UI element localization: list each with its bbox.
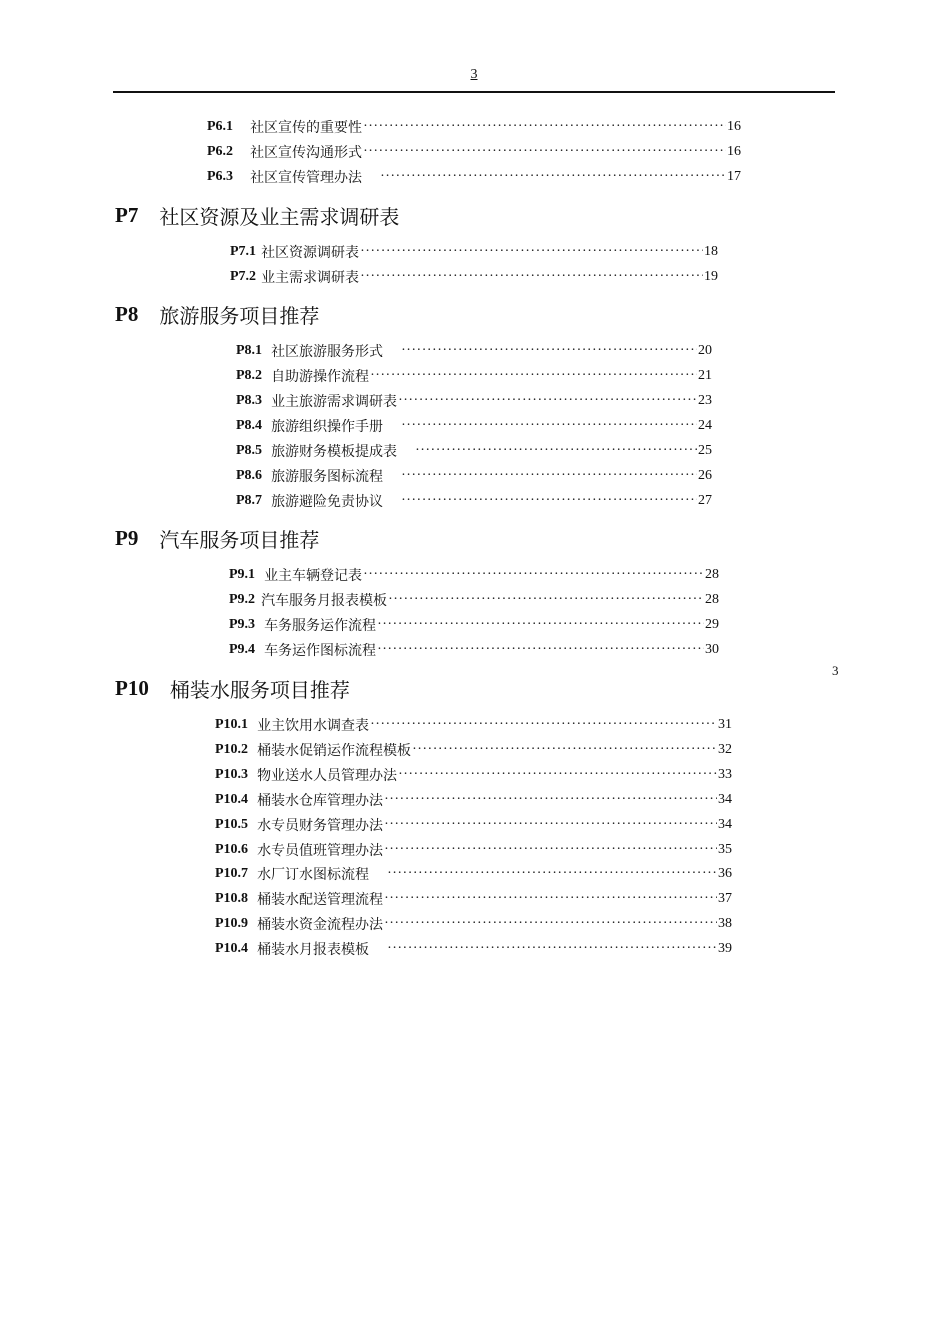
- toc-entry[interactable]: [236, 490, 712, 512]
- entry-code: P9.2: [229, 592, 256, 607]
- entry-title: 桶装水资金流程办法: [257, 917, 384, 933]
- entry-page: 30: [705, 642, 719, 657]
- entry-code: P8.4: [236, 418, 263, 433]
- dot-leader: [384, 888, 717, 910]
- entry-page: 28: [705, 567, 719, 582]
- dot-leader: [387, 938, 717, 960]
- entry-code: P8.5: [236, 443, 263, 458]
- entry-page: 20: [698, 343, 712, 358]
- entry-code: P10.7: [215, 866, 249, 881]
- dot-leader: [377, 639, 704, 661]
- dot-leader: [387, 863, 717, 885]
- toc-entry[interactable]: [215, 913, 732, 935]
- side-page-number: 3: [832, 663, 839, 678]
- entry-code: P10.9: [215, 916, 249, 931]
- section-heading-p7[interactable]: [115, 200, 399, 230]
- section-heading-p8[interactable]: [115, 299, 319, 329]
- entry-page: 27: [698, 493, 712, 508]
- entry-code: P7.1: [230, 244, 257, 259]
- entry-page: 37: [718, 891, 732, 906]
- entry-title: 水专员值班管理办法: [257, 843, 384, 859]
- toc-entry[interactable]: [215, 789, 732, 811]
- entry-page: 16: [727, 144, 741, 159]
- toc-entry[interactable]: [229, 589, 719, 611]
- entry-page: 25: [698, 443, 712, 458]
- toc-entry[interactable]: [215, 714, 732, 736]
- section-title: 桶装水服务项目推荐: [169, 677, 350, 702]
- toc-entry[interactable]: [230, 241, 718, 263]
- entry-page: 38: [718, 916, 732, 931]
- entry-page: 23: [698, 393, 712, 408]
- toc-entry[interactable]: [215, 938, 732, 960]
- toc-entry[interactable]: [236, 415, 712, 437]
- entry-page: 16: [727, 119, 741, 134]
- dot-leader: [384, 789, 717, 811]
- entry-page: 18: [704, 244, 718, 259]
- dot-leader: [363, 116, 726, 138]
- dot-leader: [398, 764, 717, 786]
- entry-title: 社区宣传沟通形式: [250, 145, 363, 161]
- entry-title: 社区资源调研表: [261, 245, 360, 261]
- entry-title: 业主车辆登记表: [264, 568, 363, 584]
- toc-entry[interactable]: [236, 365, 712, 387]
- section-heading-p10[interactable]: [115, 673, 350, 703]
- entry-code: P10.4: [215, 792, 249, 807]
- dot-leader: [415, 440, 697, 462]
- entry-code: P10.4: [215, 941, 249, 956]
- toc-entry[interactable]: [207, 166, 741, 188]
- section-code: P7: [115, 202, 139, 227]
- entry-code: P6.1: [207, 119, 234, 134]
- entry-code: P9.1: [229, 567, 256, 582]
- entry-code: P8.2: [236, 368, 263, 383]
- dot-leader: [401, 340, 697, 362]
- entry-page: 31: [718, 717, 732, 732]
- dot-leader: [384, 839, 717, 861]
- entry-title: 社区宣传管理办法: [250, 170, 363, 186]
- toc-entry[interactable]: [207, 116, 741, 138]
- entry-page: 29: [705, 617, 719, 632]
- entry-page: 34: [718, 792, 732, 807]
- entry-title: 业主需求调研表: [261, 270, 360, 286]
- entry-code: P10.2: [215, 742, 249, 757]
- dot-leader: [377, 614, 704, 636]
- entry-code: P9.3: [229, 617, 256, 632]
- section-heading-p9[interactable]: [115, 523, 319, 553]
- section-code: P10: [115, 675, 149, 700]
- dot-leader: [401, 490, 697, 512]
- header-rule: [113, 91, 835, 93]
- toc-entry[interactable]: [229, 639, 719, 661]
- entry-title: 旅游财务模板提成表: [271, 444, 398, 460]
- toc-entry[interactable]: [215, 839, 732, 861]
- toc-entry[interactable]: [207, 141, 741, 163]
- entry-title: 水厂订水图标流程: [257, 867, 370, 883]
- entry-code: P6.2: [207, 144, 234, 159]
- toc-entry[interactable]: [215, 814, 732, 836]
- entry-page: 32: [718, 742, 732, 757]
- entry-code: P8.6: [236, 468, 263, 483]
- entry-page: 26: [698, 468, 712, 483]
- toc-entry[interactable]: [236, 340, 712, 362]
- entry-code: P6.3: [207, 169, 234, 184]
- entry-title: 车务服务运作流程: [264, 618, 377, 634]
- dot-leader: [401, 465, 697, 487]
- toc-entry[interactable]: [229, 614, 719, 636]
- entry-title: 车务运作图标流程: [264, 643, 377, 659]
- entry-code: P10.5: [215, 817, 249, 832]
- section-title: 社区资源及业主需求调研表: [159, 204, 400, 229]
- toc-entry[interactable]: [230, 266, 718, 288]
- entry-code: P10.3: [215, 767, 249, 782]
- toc-entry[interactable]: [236, 390, 712, 412]
- dot-leader: [384, 913, 717, 935]
- entry-code: P9.4: [229, 642, 256, 657]
- header-page-number: 3: [470, 67, 478, 82]
- entry-title: 自助游操作流程: [271, 369, 370, 385]
- toc-entry[interactable]: [215, 764, 732, 786]
- toc-entry[interactable]: [236, 465, 712, 487]
- dot-leader: [401, 415, 697, 437]
- section-code: P8: [115, 301, 139, 326]
- entry-title: 社区宣传的重要性: [250, 120, 363, 136]
- entry-page: 33: [718, 767, 732, 782]
- entry-title: 桶装水仓库管理办法: [257, 793, 384, 809]
- entry-title: 桶装水配送管理流程: [257, 892, 384, 908]
- section-title: 旅游服务项目推荐: [159, 303, 320, 328]
- entry-title: 社区旅游服务形式: [271, 344, 384, 360]
- entry-title: 桶装水月报表模板: [257, 942, 370, 958]
- entry-title: 业主旅游需求调研表: [271, 394, 398, 410]
- dot-leader: [412, 739, 717, 761]
- dot-leader: [380, 166, 726, 188]
- toc-entry[interactable]: [215, 739, 732, 761]
- entry-page: 28: [705, 592, 719, 607]
- entry-code: P8.7: [236, 493, 263, 508]
- dot-leader: [398, 390, 697, 412]
- entry-code: P8.3: [236, 393, 263, 408]
- toc-entry[interactable]: [236, 440, 712, 462]
- dot-leader: [384, 814, 717, 836]
- entry-title: 汽车服务月报表模板: [261, 593, 388, 609]
- entry-title: 旅游服务图标流程: [271, 469, 384, 485]
- entry-page: 21: [698, 368, 712, 383]
- dot-leader: [363, 564, 704, 586]
- dot-leader: [360, 266, 703, 288]
- entry-code: P7.2: [230, 269, 257, 284]
- dot-leader: [370, 714, 717, 736]
- entry-title: 桶装水促销运作流程模板: [257, 743, 412, 759]
- dot-leader: [388, 589, 704, 611]
- entry-title: 旅游避险免责协议: [271, 494, 384, 510]
- dot-leader: [363, 141, 726, 163]
- toc-entry[interactable]: [229, 564, 719, 586]
- section-title: 汽车服务项目推荐: [159, 527, 320, 552]
- entry-page: 39: [718, 941, 732, 956]
- entry-title: 水专员财务管理办法: [257, 818, 384, 834]
- dot-leader: [360, 241, 703, 263]
- entry-code: P10.8: [215, 891, 249, 906]
- entry-page: 35: [718, 842, 732, 857]
- entry-page: 19: [704, 269, 718, 284]
- entry-page: 24: [698, 418, 712, 433]
- toc-entry[interactable]: [215, 888, 732, 910]
- entry-code: P8.1: [236, 343, 263, 358]
- section-code: P9: [115, 525, 139, 550]
- entry-title: 旅游组织操作手册: [271, 419, 384, 435]
- entry-code: P10.6: [215, 842, 249, 857]
- toc-entry[interactable]: [215, 863, 732, 885]
- entry-page: 34: [718, 817, 732, 832]
- entry-title: 业主饮用水调查表: [257, 718, 370, 734]
- entry-page: 36: [718, 866, 732, 881]
- entry-title: 物业送水人员管理办法: [257, 768, 398, 784]
- entry-page: 17: [727, 169, 741, 184]
- dot-leader: [370, 365, 697, 387]
- entry-code: P10.1: [215, 717, 249, 732]
